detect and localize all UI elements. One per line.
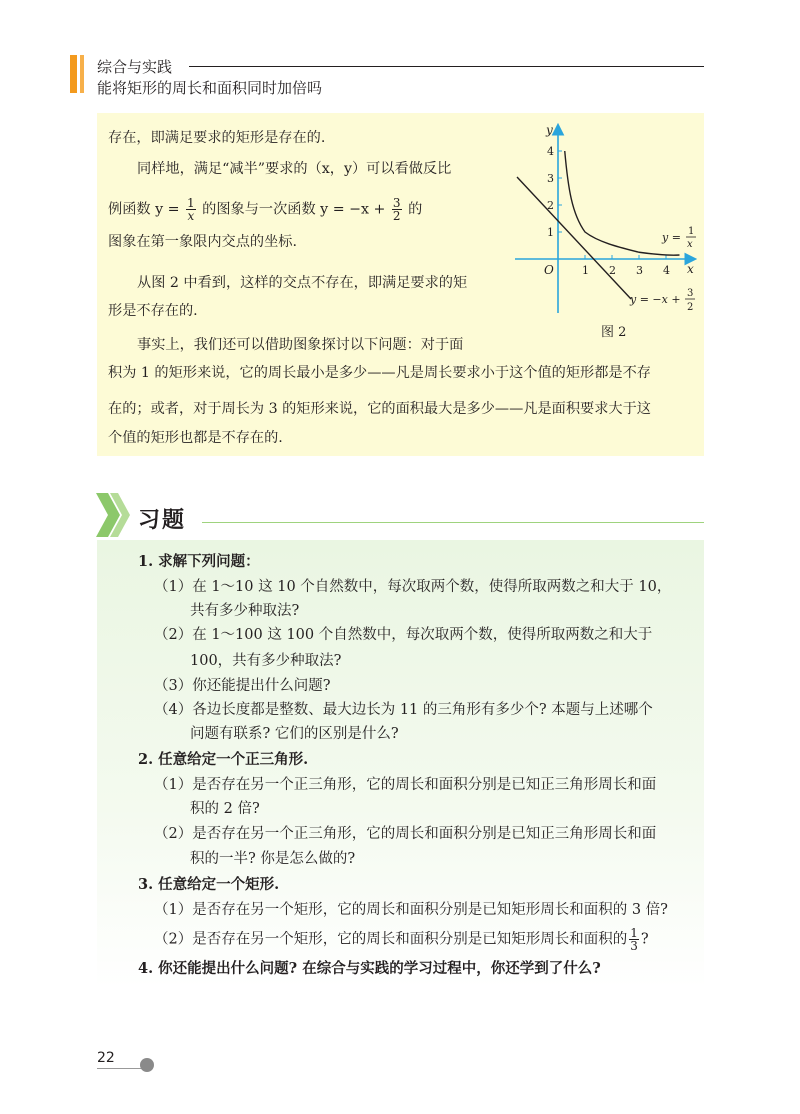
reading-line: 个值的矩形也都是不存在的. xyxy=(108,430,283,446)
y-axis-label: y xyxy=(546,123,553,137)
question-line-formula xyxy=(154,927,649,952)
reading-line: 形是不存在的. xyxy=(108,303,198,319)
question-line: （1）在 1～10 这 10 个自然数中，每次取两个数，使得所取两数之和大于 10， xyxy=(154,579,672,595)
question-line: 问题有联系? 它们的区别是什么? xyxy=(190,726,399,742)
fraction-1-over-x xyxy=(186,197,196,222)
frac-den: 2 xyxy=(392,209,401,223)
reading-line: 在的；或者，对于周长为 3 的矩形来说，它的面积最大是多少——凡是面积要求大于这 xyxy=(108,401,651,417)
reading-line: 从图 2 中看到，这样的交点不存在，即满足要求的矩 xyxy=(137,275,468,291)
frac-num: 1 xyxy=(187,196,195,210)
line-label-num: 3 xyxy=(687,288,694,299)
y-tick-label: 3 xyxy=(547,172,554,185)
exercises-rule xyxy=(202,522,704,523)
reading-line: 同样地，满足“减半”要求的（x，y）可以看做反比 xyxy=(137,161,452,177)
question-line: （2）在 1～100 这 100 个自然数中，每次取两个数，使得所取两数之和大于 xyxy=(154,627,653,643)
frac-den: x xyxy=(187,209,195,223)
question-line: （2）是否存在另一个正三角形，它的周长和面积分别是已知正三角形周长和面 xyxy=(154,826,657,842)
question-2: 2. 任意给定一个正三角形. xyxy=(138,751,309,768)
x-tick-label: 3 xyxy=(636,264,643,277)
hyperbola-label-den: x xyxy=(687,239,693,250)
y-tick-label: 1 xyxy=(547,226,554,239)
formula-text: 的 xyxy=(408,201,423,218)
frac-num: 3 xyxy=(392,196,401,210)
question-line: 积的 2 倍? xyxy=(190,801,260,817)
reading-line-formula xyxy=(108,197,422,222)
linear-line xyxy=(517,177,631,299)
footer-rule xyxy=(97,1068,145,1069)
page-subtitle: 能将矩形的周长和面积同时加倍吗 xyxy=(97,79,323,97)
footer-dot xyxy=(140,1058,154,1072)
line-label: y = −x + xyxy=(630,293,681,306)
x-tick-label: 2 xyxy=(609,264,616,277)
hyperbola-label: y = xyxy=(662,231,681,244)
x-axis-label: x xyxy=(687,262,694,276)
question-1: 1. 求解下列问题： xyxy=(138,553,260,570)
fraction-3-over-2 xyxy=(392,197,402,222)
header-accent-bar-light xyxy=(80,55,84,93)
hyperbola-label-num: 1 xyxy=(688,226,695,237)
question-line: 积的一半? 你是怎么做的? xyxy=(190,851,356,867)
question-line: （1）是否存在另一个矩形，它的周长和面积分别是已知矩形周长和面积的 3 倍? xyxy=(154,902,668,918)
reading-line: 积为 1 的矩形来说，它的周长最小是多少——凡是周长要求小于这个值的矩形都是不存 xyxy=(108,365,651,381)
header-accent-bar xyxy=(70,55,77,93)
reading-line: 存在，即满足要求的矩形是存在的. xyxy=(108,130,326,146)
reading-line: 事实上，我们还可以借助图象探讨以下问题：对于面 xyxy=(137,337,464,353)
function-graph xyxy=(510,118,700,318)
question-line: （4）各边长度都是整数、最大边长为 11 的三角形有多少个? 本题与上述哪个 xyxy=(154,702,653,718)
origin-label: O xyxy=(544,263,554,277)
question-line: （3）你还能提出什么问题? xyxy=(154,678,331,694)
y-tick-label: 4 xyxy=(547,145,554,158)
axis-ticks xyxy=(558,151,666,259)
x-tick-label: 1 xyxy=(582,264,589,277)
formula-text: 例函数 y = xyxy=(108,201,180,218)
question-3: 3. 任意给定一个矩形. xyxy=(138,876,280,893)
question-text: ? xyxy=(640,931,649,948)
frac-den: 3 xyxy=(630,939,638,953)
question-4: 4. 你还能提出什么问题? 在综合与实践的学习过程中，你还学到了什么? xyxy=(138,960,601,977)
frac-num: 1 xyxy=(630,926,638,940)
y-tick-label: 2 xyxy=(547,199,554,212)
page-number: 22 xyxy=(97,1050,115,1066)
formula-text: 的图象与一次函数 y = −x + xyxy=(202,201,386,218)
question-line: 共有多少种取法? xyxy=(190,603,300,619)
exercises-title: 习题 xyxy=(138,508,187,533)
question-line: （1）是否存在另一个正三角形，它的周长和面积分别是已知正三角形周长和面 xyxy=(154,777,657,793)
figure-caption: 图 2 xyxy=(601,325,627,340)
x-tick-label: 4 xyxy=(663,264,670,277)
line-label-den: 2 xyxy=(687,302,694,313)
chevron-icon xyxy=(96,493,136,537)
reading-line: 图象在第一象限内交点的坐标. xyxy=(108,234,297,250)
section-label: 综合与实践 xyxy=(97,58,173,76)
question-text: （2）是否存在另一个矩形，它的周长和面积分别是已知矩形周长和面积的 xyxy=(154,931,628,948)
header-rule xyxy=(189,66,704,67)
question-line: 100，共有多少种取法? xyxy=(190,653,342,669)
fraction-1-over-3 xyxy=(629,927,639,952)
